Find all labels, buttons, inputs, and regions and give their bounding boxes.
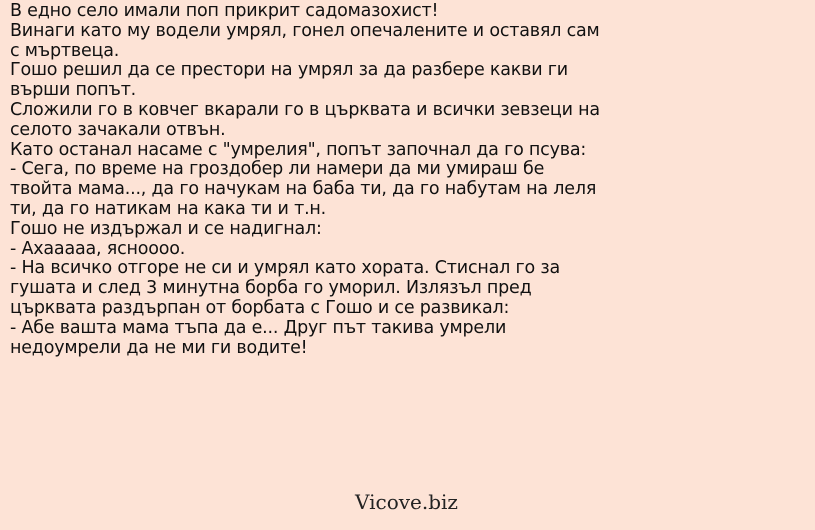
joke-text xyxy=(10,2,610,358)
joke-line-8: - Ахааааа, ясноооо. xyxy=(10,238,186,259)
joke-line-1: В едно село имали поп прикрит садомазохист! xyxy=(10,1,439,21)
joke-line-4: Сложили го в ковчег вкарали го в църквата и всички зевзеци на селото зачакали отвън. xyxy=(10,99,600,140)
joke-line-10: - Абе вашта мама тъпа да е... Друг път такива умрели недоумрели да не ми ги водите! xyxy=(10,317,507,358)
joke-line-6: - Сега, по време на гроздобер ли намери да ми умираш бе твойта мама..., да го начукам на баба ти, да го набутам на леля ти, да го натикам на кака ти и т.н. xyxy=(10,159,597,219)
joke-line-9: - На всичко отгоре не си и умрял като хората. Стиснал го за гушата и след 3 минутна борба го уморил. Излязъл пред църквата раздърпан от борбата с Гошо и се развикал: xyxy=(10,258,560,318)
joke-line-5: Като останал насаме с "умрелия", попът започнал да го псува: xyxy=(10,139,587,160)
joke-line-3: Гошо решил да се престори на умрял за да разбере какви ги върши попът. xyxy=(10,60,568,101)
joke-line-2: Винаги като му водели умрял, гонел опечалените и оставял сам с мъртвеца. xyxy=(10,20,600,61)
joke-line-7: Гошо не издържал и се надигнал: xyxy=(10,218,322,239)
site-watermark: Vicove.biz xyxy=(355,490,458,514)
